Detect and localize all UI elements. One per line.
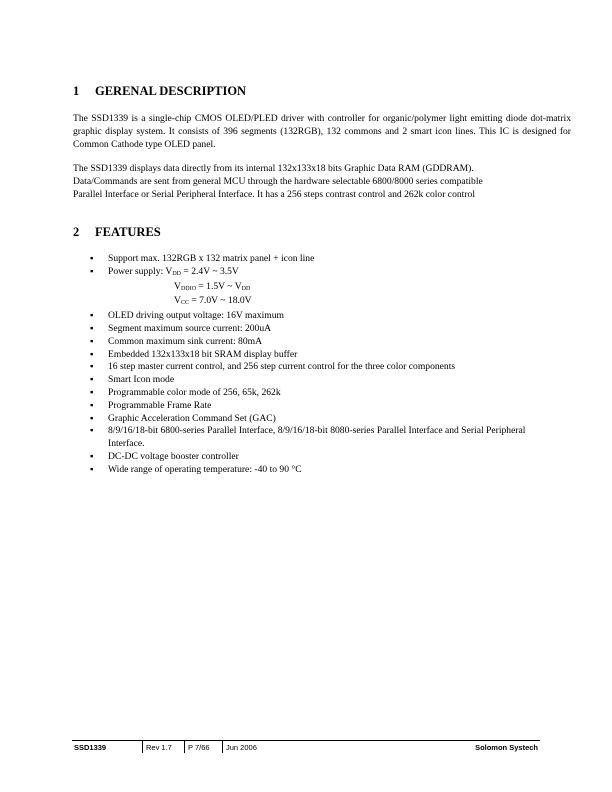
list-item <box>88 425 548 451</box>
list-item <box>88 400 548 413</box>
feature-text: Programmable Frame Rate <box>108 399 212 411</box>
bullet-icon: ▪ <box>90 310 94 322</box>
vcc-value: = 7.0V ~ 18.0V <box>188 295 252 307</box>
footer-divider <box>142 741 143 753</box>
footer-divider <box>222 741 223 753</box>
vdd-value: = 2.4V ~ 3.5V <box>181 265 239 277</box>
bullet-icon: ▪ <box>90 361 94 373</box>
list-item-power-supply: ▪ Power supply: $V_{DD} = 2.4V$ ~ 3.5V <box>90 265 239 277</box>
feature-text: Graphic Acceleration Command Set (GAC) <box>108 412 276 424</box>
section-number: 1 <box>73 84 80 98</box>
feature-text: 16 step master current control, and 256 step current control for the three color components <box>108 361 456 373</box>
feature-text: 8/9/16/18-bit 6800-series Parallel Interface, 8/9/16/18-bit 8080-series Parallel Interface and Serial Peripheral Interface. <box>108 425 526 450</box>
bullet-icon: ▪ <box>90 374 94 386</box>
bullet-icon: ▪ <box>90 399 94 411</box>
bullet-icon: ▪ <box>90 253 94 264</box>
bullet-icon: ▪ <box>90 348 94 360</box>
footer-revision: Rev 1.7 <box>146 743 172 752</box>
page-footer <box>72 740 540 753</box>
section-number: 2 <box>73 225 80 239</box>
feature-text: Embedded 132x133x18 bit SRAM display buffer <box>108 348 298 360</box>
bullet-icon: ▪ <box>90 425 94 437</box>
list-item <box>88 323 548 336</box>
features-list <box>88 253 548 477</box>
list-item <box>88 413 548 426</box>
list-item <box>88 336 548 349</box>
data-interface-paragraph <box>73 162 483 201</box>
power-supply-vddio: $V_{DDIO} = 1.5V$ ~ $V_{DD}$ <box>174 280 251 292</box>
bullet-icon: ▪ <box>90 450 94 462</box>
list-item <box>88 349 548 362</box>
footer-part-number: SSD1339 <box>74 743 107 752</box>
list-item <box>88 361 548 374</box>
section-title: FEATURES <box>95 225 161 239</box>
feature-text: Smart Icon mode <box>108 374 175 386</box>
feature-text: Segment maximum source current: 200uA <box>108 322 272 334</box>
footer-page-number: P 7/66 <box>188 743 210 752</box>
feature-text: Wide range of operating temperature: -40 to 90 °C <box>108 463 302 475</box>
paragraph-line: Data/Commands are sent from general MCU through the hardware selectable 6800/8000 series compatible <box>73 176 483 187</box>
bullet-icon: ▪ <box>90 463 94 475</box>
section-heading-features <box>73 225 161 240</box>
list-item <box>88 451 548 464</box>
list-item <box>88 374 548 387</box>
vddio-value: = 1.5V ~ V <box>195 280 242 292</box>
bullet-icon: ▪ <box>90 265 94 277</box>
power-supply-label: Power supply: <box>108 265 166 277</box>
section-heading-general-description <box>73 84 246 99</box>
general-description-paragraph: The SSD1339 is a single-chip CMOS OLED/PLED driver with controller for organic/polymer light emitting diode dot-matrix graphic display system. It consists of 396 segments (132RGB), 132 commons and 2 smart icon lines. This IC is designed for Common Cathode type OLED panel. <box>73 113 571 150</box>
footer-date: Jun 2006 <box>226 743 257 752</box>
bullet-icon: ▪ <box>90 335 94 347</box>
footer-divider <box>184 741 185 753</box>
bullet-icon: ▪ <box>90 412 94 424</box>
list-item <box>88 387 548 400</box>
bullet-icon: ▪ <box>90 322 94 334</box>
feature-text: OLED driving output voltage: 16V maximum <box>108 310 284 322</box>
bullet-icon: ▪ <box>90 386 94 398</box>
feature-text: Support max. 132RGB x 132 matrix panel + icon line <box>108 253 315 264</box>
paragraph-line: Parallel Interface or Serial Peripheral Interface. It has a 256 steps contrast control and 262k color control <box>73 189 475 200</box>
section-title: GERENAL DESCRIPTION <box>95 84 247 98</box>
power-supply-vcc: $V_{CC} = 7.0V$ ~ 18.0V <box>174 295 252 307</box>
feature-text: Programmable color mode of 256, 65k, 262k <box>108 386 281 398</box>
list-item <box>88 253 548 266</box>
paragraph-line: The SSD1339 displays data directly from its internal 132x133x18 bits Graphic Data RAM (GDDRAM). <box>73 163 474 174</box>
footer-company: Solomon Systech <box>475 743 538 752</box>
list-item <box>88 464 548 477</box>
feature-text: Common maximum sink current: 80mA <box>108 335 263 347</box>
feature-text: DC-DC voltage booster controller <box>108 450 239 462</box>
feature-items <box>88 310 548 476</box>
list-item <box>88 310 548 323</box>
